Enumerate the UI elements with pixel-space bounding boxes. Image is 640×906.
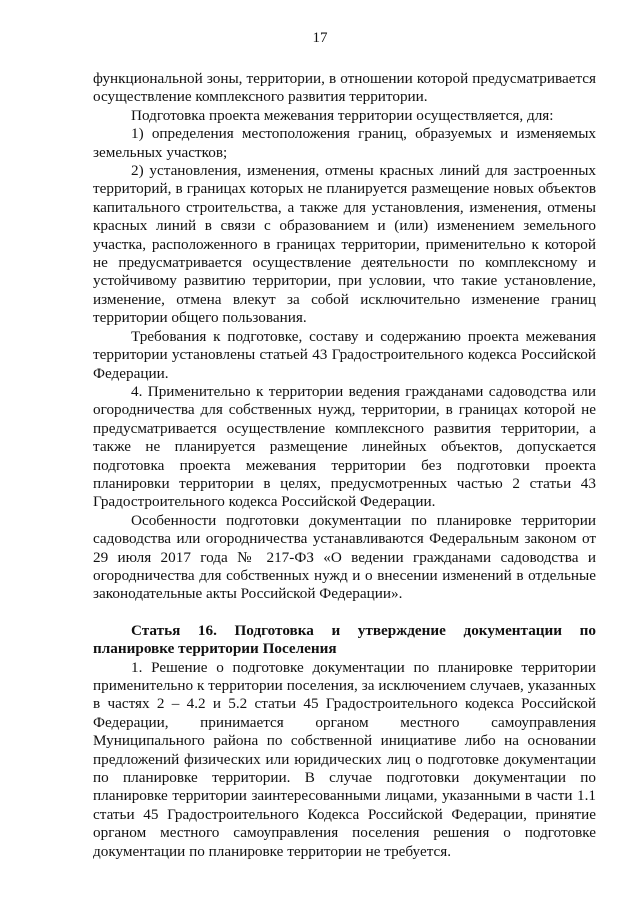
paragraph: Подготовка проекта межевания территории осуществляется, для: xyxy=(131,106,554,124)
article-heading: Статья 16. Подготовка и утверждение документации по планировке территории Поселения xyxy=(93,621,596,658)
paragraph: 1) определения местоположения границ, образуемых и изменяемых земельных участков; xyxy=(93,125,596,161)
page-number: 17 xyxy=(312,30,328,46)
paragraph: 2) установления, изменения, отмены красных линий для застроенных территорий, в границах которых не планируется размещение новых объектов капитального строительства, а также для установления, изменения, отмены красных линий в связи с образованием и (или) изменением земельного участка, расположенного в границах территории, применительно к которой не предусматривается осуществление деятельности по комплексному и устойчивому развитию территории, при условии, что такие установление, изменение, отмена влекут за собой исключительно изменение границ территории общего пользования. xyxy=(93,162,596,327)
paragraph: 4. Применительно к территории ведения гражданами садоводства или огородничества для собственных нужд, территории, в границах которой не предусматривается осуществление комплексного развития территории, а также не планируется размещение линейных объектов, допускается подготовка проекта межевания территории без подготовки проекта планировки территории в целях, предусмотренных частью 2 статьи 43 Градостроительного кодекса Российской Федерации. xyxy=(93,382,596,511)
paragraph: Требования к подготовке, составу и содержанию проекта межевания территории установлены статьей 43 Градостроительного кодекса Российской Федерации. xyxy=(93,327,596,382)
paragraph: Особенности подготовки документации по планировке территории садоводства или огородничества устанавливаются Федеральным законом от 29 июля 2017 года № 217-ФЗ «О ведении гражданами садоводства и огородничества для собственных нужд и о внесении изменений в отдельные законодательные акты Российской Федерации». xyxy=(93,511,596,603)
paragraphs-bottom xyxy=(93,659,596,861)
document-body xyxy=(93,70,596,861)
paragraph: 1. Решение о подготовке документации по планировке территории применительно к территории поселения, за исключением случаев, указанных в частях 2 – 4.2 и 5.2 статьи 45 Градостроительного кодекса Российской Федерации, принимается органом местного самоуправления Муниципального района по собственной инициативе либо на основании предложений физических или юридических лиц о подготовке документации по планировке территории. В случае подготовки документации по планировке территории заинтересованными лицами, указанными в части 1.1 статьи 45 Градостроительного Кодекса Российской Федерации, принятие органом местного самоуправления поселения решения о подготовке документации по планировке территории не требуется. xyxy=(93,658,596,860)
paragraphs-top xyxy=(93,70,596,604)
paragraph: функциональной зоны, территории, в отношении которой предусматривается осуществление комплексного развития территории. xyxy=(93,70,596,106)
section-gap xyxy=(93,604,596,622)
